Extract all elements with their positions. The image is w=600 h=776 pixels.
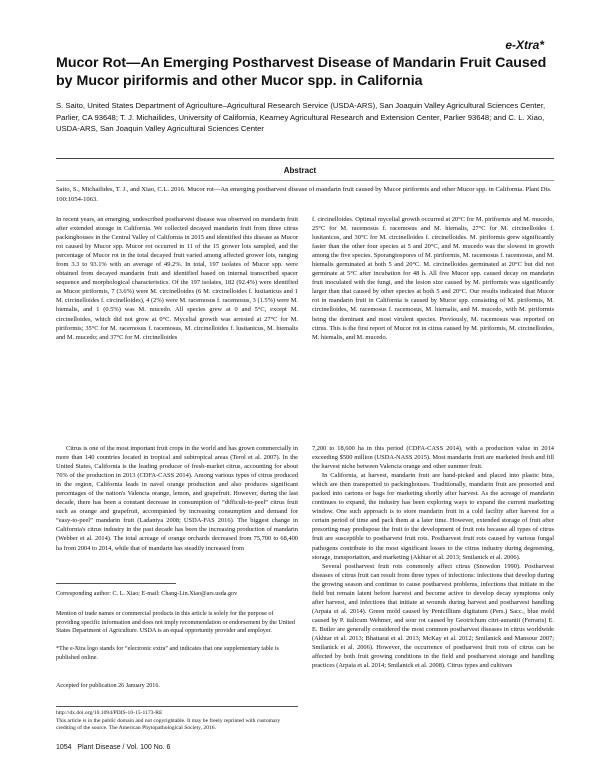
footnote-rule [56,583,176,584]
copyright-text: This article is in the public domain and not copyrightable. It may be freely reprinted with customary crediting of the source. The American Phytopathological Society, 2016. [56,717,281,732]
corresponding-author: Corresponding author: C. L. Xiao; E-mail: Chang-Lin.Xiao@ars.usda.gov [56,591,238,597]
article-title: Mucor Rot—An Emerging Postharvest Disease of Mandarin Fruit Caused by Mucor piriformis and other Mucor spp. in California [56,55,547,89]
citation: Saito, S., Michailides, T. J., and Xiao, C.L. 2016. Mucor rot—An emerging postharvest disease of mandarin fruit caused by Mucor piriformis and other Mucor spp. in California. Plant Dis. 100:1054-1063. [56,186,552,203]
body-left-column [56,444,298,553]
body-paragraph: In California, at harvest, mandarin fruit are hand-picked and placed into plastic bins, which are then transported to packinghouses. Traditionally, mandarin fruit are presorted and packed into cartons or bags for marketing shortly after harvest. As the acreage of mandarin continues to expand, the industry has been exploring ways to expand the current marketing window. One such approach is to store mandarin fruit in a cold facility after harvest for a certain period of time and pack them at a later time. However, extended storage of fruit after presorting may predispose the fruit to the development of fruit rots because all types of citrus fruit are susceptible to postharvest fruit rots. Postharvest fruit rots caused by various fungal pathogens contribute to the most significant losses to the citrus industry during degreening, storage, transportation, and marketing (Akhtar et al. 2013; Smilanick et al. 2006). [312,472,554,561]
extra-logo: e-Xtra* [505,38,544,52]
doi-link[interactable]: http://dx.doi.org/10.1094/PDIS-10-15-1173-RE [56,710,163,716]
copyright-block [56,706,298,733]
abstract-heading: Abstract [283,166,317,175]
journal-info: Plant Disease / Vol. 100 No. 6 [77,744,171,751]
disclaimer: Mention of trade names or commercial products in this article is solely for the purpose of providing specific information and does not imply recommendation or endorsement by the United States Department of Agriculture. USDA is an equal opportunity provider and employer. [56,611,295,635]
abstract-left-column: In recent years, an emerging, undescribed postharvest disease was observed on mandarin fruit after extended storage in California. We collected decayed mandarin fruit from three citrus packinghouses in the Central Valley of California in 2015 and identified this disease as Mucor rot caused by Mucor spp. Mucor rot occurred in 11 of the 15 grower lots sampled, and the percentage of Mucor rot in the total decayed fruit varied among affected grower lots, ranging from 3.3 to 93.1% with an average of 49.2%. In total, 197 isolates of Mucor spp. were obtained from decayed mandarin fruit and identified based on internal transcribed spacer sequence and morphological characteristics. Of the 197 isolates, 182 (92.4%) were identified as Mucor piriformis, 7 (3.6%) were M. circinelloides (6 M. circinelloides f. lusitanicus and 1 M. circinelloides f. circinelloides), 4 (2%) were M. racemosus f. racemosus, 3 (1.5%) were M. hiemalis, and 1 (0.5%) was M. mucedo. All species grew at 0 and 5°C, except M. circinelloides, which did not grow at 0°C. Mycelial growth was arrested at 27°C for M. piriformis; 35°C for M. racemosus f. racemosus, M. circinelloides f. lusitanicus, M. hiemalis and M. mucedo; and 37°C for M. circinelloides [56,216,298,341]
extra-note: *The e-Xtra logo stands for “electronic extra” and indicates that one supplementary table is published online. [56,646,279,661]
body-paragraph: 7,200 to 18,600 ha in this period (CDFA-CASS 2014), with a production value in 2014 exceeding $500 million (USDA-NASS 2015). Most mandarin fruit are marketed fresh and fill the harvest niche between Valencia orange and other summer fruit. [312,445,554,471]
body-paragraph: Several postharvest fruit rots commonly affect citrus (Snowdon 1990). Postharvest diseases of citrus fruit can result from three types of infections: infections that develop during the growing season and continue to cause postharvest problems, infections that initiate in the field but remain latent before harvest and become active to develop decay symptoms only after harvest, and infections that initiate at wounds during harvest and postharvest handling (Arpaia et al. 2014). Green mold caused by Penicillium digitatum (Pers.) Sacc., blue mold caused by P. italicum Wehmer, and sour rot caused by Geotrichum citri-aurantii (Ferraris) E. E. Butler are generally considered the most common postharvest diseases in citrus worldwide (Akhtar et al. 2013; Bhattarai et al. 2013; McKay et al. 2012; Smilanick and Mansour 2007; Smilanick et al. 2006). However, the occurrence of postharvest fruit rots of citrus can be affected by both fruit growing conditions in the field and postharvest storage and handling practices (Arpaia et al. 2014; Smilanick et al. 2008). Citrus types and cultivars [312,562,554,670]
page-footer [56,744,170,751]
page-number: 1054 [56,744,72,751]
abstract-section [56,180,554,437]
author-affiliations: S. Saito, United States Department of Agriculture–Agricultural Research Service (USDA-ARS), San Joaquin Valley Agricultural Sciences Center, Parlier, CA 93648; T. J. Michailides, University of California, Kearney Agricultural Research and Extension Center, Parlier 93648; and C. L. Xiao, USDA-ARS, San Joaquin Valley Agricultural Sciences Center [56,101,546,134]
divider [56,158,554,159]
abstract-right-column: f. circinelloides. Optimal mycelial growth occurred at 20°C for M. piriformis and M. mucedo, 25°C for M. racemosus f. racemosus and M. hiemalis, 27°C for M. circinelloides f. lusitanicus, and 30°C for M. circinelloides f. circinelloides. M. piriformis grew significantly faster than the other four species at 5 and 20°C, and M. mucedo was the slowest in growth among the five species. Sporangiospores of M. piriformis, M. racemosus f. racemosus, and M. hiemalis germinated at both 5 and 20°C. M. circinelloides germinated at 20°C but did not germinate at 5°C after incubation for 48 h. All five Mucor spp. caused decay on mandarin fruit inoculated with the fungi, and the lesion size caused by M. piriformis was significantly larger than that caused by other species at both 5 and 20°C. Our results indicated that Mucor rot in mandarin fruit in California is caused by Mucor spp. consisting of M. piriformis, M. circinelloides, M. racemosus f. racemosus, M. hiemalis, and M. mucedo, with M. piriformis being the dominant and most virulent species. Previously, M. racemosus was reported on citrus. This is the first report of Mucor rot in citrus caused by M. piriformis, M. circinelloides, M. hiemalis, and M. mucedo. [312,216,554,341]
accepted-date: Accepted for publication 26 January 2016. [56,683,160,689]
body-right-column [312,444,554,670]
body-paragraph: Citrus is one of the most important fruit crops in the world and has grown commercially in more than 140 countries located in tropical and subtropical areas (Terol et al. 2007). In the United States, California is the leading producer of fresh-market citrus, accounting for about 76% of the production in 2013 (CDFA-CASS 2014). Among various types of citrus produced in the region, California leads in navel orange production and also produces significant percentages of the nation's Valencia orange, lemon, and grapefruit. However, during the last decade, there has been a constant decrease in consumption of “difficult-to-peel” citrus fruit such as orange and grapefruit, accompanied by increasing consumption and demand for “easy-to-peel” mandarin fruit (Ladaniya 2008; USDA-FAS 2016). The biggest change in California's citrus industry in the past decade has been the increasing production of mandarin (Webber et al. 2014). The total acreage of orange orchards decreased from 75,700 to 68,400 ha from 2004 to 2014, while that of mandarin has steadily increased from [56,445,298,552]
